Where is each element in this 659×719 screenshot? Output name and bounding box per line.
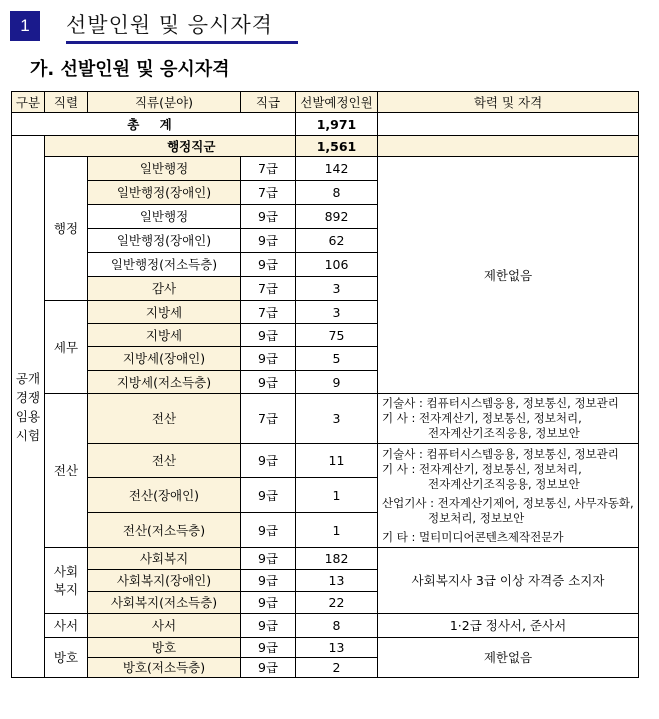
- grade-cell: 9급: [241, 614, 296, 638]
- qual-line: 전자계산기조직응용, 정보보안: [428, 426, 580, 440]
- recruitment-table: [11, 91, 639, 678]
- jikryu-cell: 사회복지(장애인): [88, 570, 241, 592]
- count-cell: 3: [296, 277, 378, 301]
- count-cell: 8: [296, 614, 378, 638]
- total-label: 총 계: [12, 113, 296, 136]
- qual-line: 기술사 : 컴퓨터시스템응용, 정보통신, 정보관리: [382, 396, 619, 410]
- header-gubun: 구분: [12, 92, 45, 113]
- total-value: 1,971: [296, 113, 378, 136]
- table-row: [12, 638, 639, 658]
- qual-line: 기 사 : 전자계산기, 정보통신, 정보처리,: [382, 411, 582, 425]
- jikryu-cell: 방호(저소득층): [88, 658, 241, 678]
- qual-line: 정보처리, 정보보안: [428, 510, 525, 525]
- admin-group-label: 행정직군: [88, 136, 296, 157]
- jikryu-cell: 일반행정(장애인): [88, 229, 241, 253]
- section-title: 선발인원 및 응시자격: [66, 13, 273, 37]
- count-cell: 1: [296, 478, 378, 513]
- qual-cell: 제한없음: [378, 157, 639, 394]
- qual-cell-it7: [378, 394, 639, 444]
- grade-cell: 7급: [241, 157, 296, 181]
- header-jikgeup: 직급: [241, 92, 296, 113]
- grade-cell: 9급: [241, 638, 296, 658]
- jikryu-cell: 지방세: [88, 301, 241, 324]
- section-header: [10, 11, 290, 41]
- jikryu-cell: 감사: [88, 277, 241, 301]
- qual-line: 기 타 : 멀티미디어콘텐츠제작전문가: [382, 529, 564, 544]
- grade-cell: 9급: [241, 570, 296, 592]
- jikryeol-cell: 방호: [45, 638, 88, 678]
- qual-cell-it9: [378, 444, 639, 548]
- grade-cell: 7급: [241, 301, 296, 324]
- jikryu-cell: 전산(장애인): [88, 478, 241, 513]
- count-cell: 2: [296, 658, 378, 678]
- grade-cell: 9급: [241, 548, 296, 570]
- count-cell: 75: [296, 324, 378, 347]
- header-jikryu: 직류(분야): [88, 92, 241, 113]
- jikryu-cell: 사회복지: [88, 548, 241, 570]
- grade-cell: 9급: [241, 478, 296, 513]
- jikryu-cell: 전산: [88, 444, 241, 478]
- grade-cell: 9급: [241, 444, 296, 478]
- table-row: [12, 548, 639, 570]
- qual-line: 전자계산기조직응용, 정보보안: [428, 476, 580, 491]
- jikryu-cell: 사회복지(저소득층): [88, 592, 241, 614]
- subsection-title: 가. 선발인원 및 응시자격: [30, 59, 230, 80]
- jikryu-cell: 전산: [88, 394, 241, 444]
- jikryeol-cell: [45, 548, 88, 614]
- qual-line: 기 사 : 전자계산기, 정보통신, 정보처리,: [382, 461, 582, 476]
- table-row: [12, 614, 639, 638]
- jikryu-cell: 방호: [88, 638, 241, 658]
- grade-cell: 9급: [241, 229, 296, 253]
- jikryeol-label: 사회복지: [53, 563, 79, 597]
- count-cell: 13: [296, 570, 378, 592]
- jikryu-cell: 일반행정(장애인): [88, 181, 241, 205]
- jikryeol-cell: 세무: [45, 301, 88, 394]
- section-number: 1: [10, 11, 40, 41]
- header-count: 선발예정인원: [296, 92, 378, 113]
- count-cell: 3: [296, 301, 378, 324]
- count-cell: 11: [296, 444, 378, 478]
- jikryu-cell: 지방세(저소득층): [88, 371, 241, 394]
- jikryeol-cell: 행정: [45, 157, 88, 301]
- count-cell: 8: [296, 181, 378, 205]
- grade-cell: 7급: [241, 181, 296, 205]
- grade-cell: 9급: [241, 205, 296, 229]
- qual-cell: 사회복지사 3급 이상 자격증 소지자: [378, 548, 639, 614]
- section-underline: [66, 41, 298, 44]
- grade-cell: 9급: [241, 371, 296, 394]
- count-cell: 142: [296, 157, 378, 181]
- qual-line: 기술사 : 컴퓨터시스템응용, 정보통신, 정보관리: [382, 446, 619, 461]
- header-jikryeol: 직렬: [45, 92, 88, 113]
- table-row: [12, 157, 639, 181]
- table-row: [12, 394, 639, 444]
- jikryu-cell: 일반행정: [88, 157, 241, 181]
- jikryeol-cell: 전산: [45, 394, 88, 548]
- jikryu-cell: 일반행정(저소득층): [88, 253, 241, 277]
- admin-group-value: 1,561: [296, 136, 378, 157]
- count-cell: 5: [296, 347, 378, 371]
- table-header-row: [12, 92, 639, 113]
- jikryu-cell: 전산(저소득층): [88, 513, 241, 548]
- jikryu-cell: 일반행정: [88, 205, 241, 229]
- grade-cell: 9급: [241, 658, 296, 678]
- table-row: [12, 444, 639, 478]
- jikryu-cell: 사서: [88, 614, 241, 638]
- admin-group-row: [12, 136, 639, 157]
- jikryeol-cell: 사서: [45, 614, 88, 638]
- grade-cell: 7급: [241, 277, 296, 301]
- header-qual: 학력 및 자격: [378, 92, 639, 113]
- grade-cell: 9급: [241, 347, 296, 371]
- count-cell: 22: [296, 592, 378, 614]
- count-cell: 62: [296, 229, 378, 253]
- count-cell: 3: [296, 394, 378, 444]
- qual-line: 산업기사 : 전자계산기제어, 정보통신, 사무자동화,: [382, 495, 634, 510]
- category-cell: [12, 136, 45, 678]
- count-cell: 1: [296, 513, 378, 548]
- grade-cell: 9급: [241, 513, 296, 548]
- count-cell: 13: [296, 638, 378, 658]
- total-row: [12, 113, 639, 136]
- grade-cell: 9급: [241, 324, 296, 347]
- grade-cell: 9급: [241, 253, 296, 277]
- count-cell: 892: [296, 205, 378, 229]
- qual-cell: 제한없음: [378, 638, 639, 678]
- grade-cell: 7급: [241, 394, 296, 444]
- count-cell: 182: [296, 548, 378, 570]
- count-cell: 9: [296, 371, 378, 394]
- jikryu-cell: 지방세(장애인): [88, 347, 241, 371]
- category-label: 공개경쟁임용시험: [15, 370, 41, 443]
- grade-cell: 9급: [241, 592, 296, 614]
- jikryu-cell: 지방세: [88, 324, 241, 347]
- qual-cell: 1·2급 정사서, 준사서: [378, 614, 639, 638]
- count-cell: 106: [296, 253, 378, 277]
